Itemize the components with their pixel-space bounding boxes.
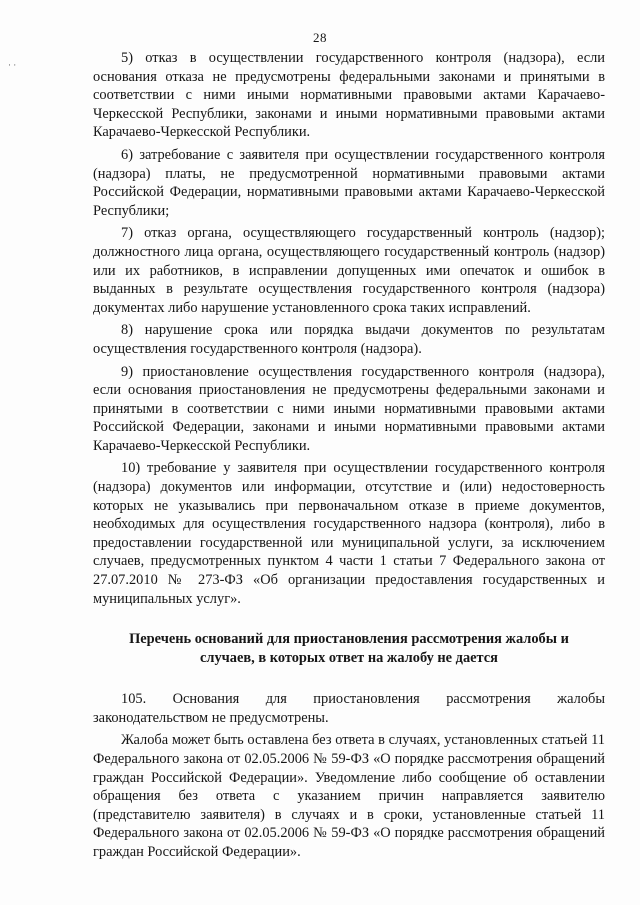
paragraph-item-10: 10) требование у заявителя при осуществлении государственного контроля (надзора) документов или информации, отсутствие и (или) недостоверность которых не указывались при первоначальном отказе в приеме документов, необходимых для осуществления государственного надзора (контроля), либо в предоставлении государственной или муниципальной услуги, за исключением случаев, предусмотренных пунктом 4 части 1 статьи 7 Федерального закона от 27.07.2010 № 273-ФЗ «Об организации предоставления государственных и муниципальных услуг». bbox=[93, 460, 605, 607]
page-number: 28 bbox=[313, 30, 327, 45]
scan-artifact-marks: · · bbox=[8, 60, 17, 70]
document-body bbox=[93, 49, 605, 862]
paragraph-item-7: 7) отказ органа, осуществляющего государственный контроль (надзор); должностного лица органа, осуществляющего государственный контроль (надзор) или их работников, в исправлении допущенных ими опечаток и ошибок в выданных в результате осуществления государственного контроля (надзора) документах либо нарушение установленного срока таких исправлений. bbox=[93, 225, 605, 316]
paragraph-item-6: 6) затребование с заявителя при осуществлении государственного контроля (надзора) платы, не предусмотренной нормативными правовыми актами Российской Федерации, нормативными правовыми актами Карачаево-Черкесской Республики; bbox=[93, 146, 605, 219]
paragraph-item-9: 9) приостановление осуществления государственного контроля (надзора), если основания приостановления не предусмотрены федеральными законами и принятыми в соответствии с ними иными нормативными правовыми актами Российской Федерации, законами и иными нормативными правовыми актами Карачаево-Черкесской Республики. bbox=[93, 363, 605, 454]
paragraph-no-response-cases: Жалоба может быть оставлена без ответа в случаях, установленных статьей 11 Федерального закона от 02.05.2006 № 59-ФЗ «О порядке рассмотрения обращений граждан Российской Федерации». Уведомление либо сообщение об оставлении обращения без ответа с указанием причин направляется заявителю (представителю заявителя) в случаях и в сроки, установленные статьей 11 Федерального закона от 02.05.2006 № 59-ФЗ «О порядке рассмотрения обращений граждан Российской Федерации». bbox=[93, 732, 605, 860]
paragraph-item-8: 8) нарушение срока или порядка выдачи документов по результатам осуществления государственного контроля (надзора). bbox=[93, 322, 605, 357]
paragraph-105: 105. Основания для приостановления рассмотрения жалобы законодательством не предусмотрены. bbox=[93, 691, 605, 726]
section-heading: Перечень оснований для приостановления рассмотрения жалобы и случаев, в которых ответ на жалобу не дается bbox=[129, 631, 569, 667]
paragraph-item-5: 5) отказ в осуществлении государственного контроля (надзора), если основания отказа не предусмотрены федеральными законами и принятыми в соответствии с ними иными нормативными правовыми актами Карачаево-Черкесской Республики, законами и иными нормативными правовыми актами Карачаево-Черкесской Республики. bbox=[93, 50, 605, 141]
